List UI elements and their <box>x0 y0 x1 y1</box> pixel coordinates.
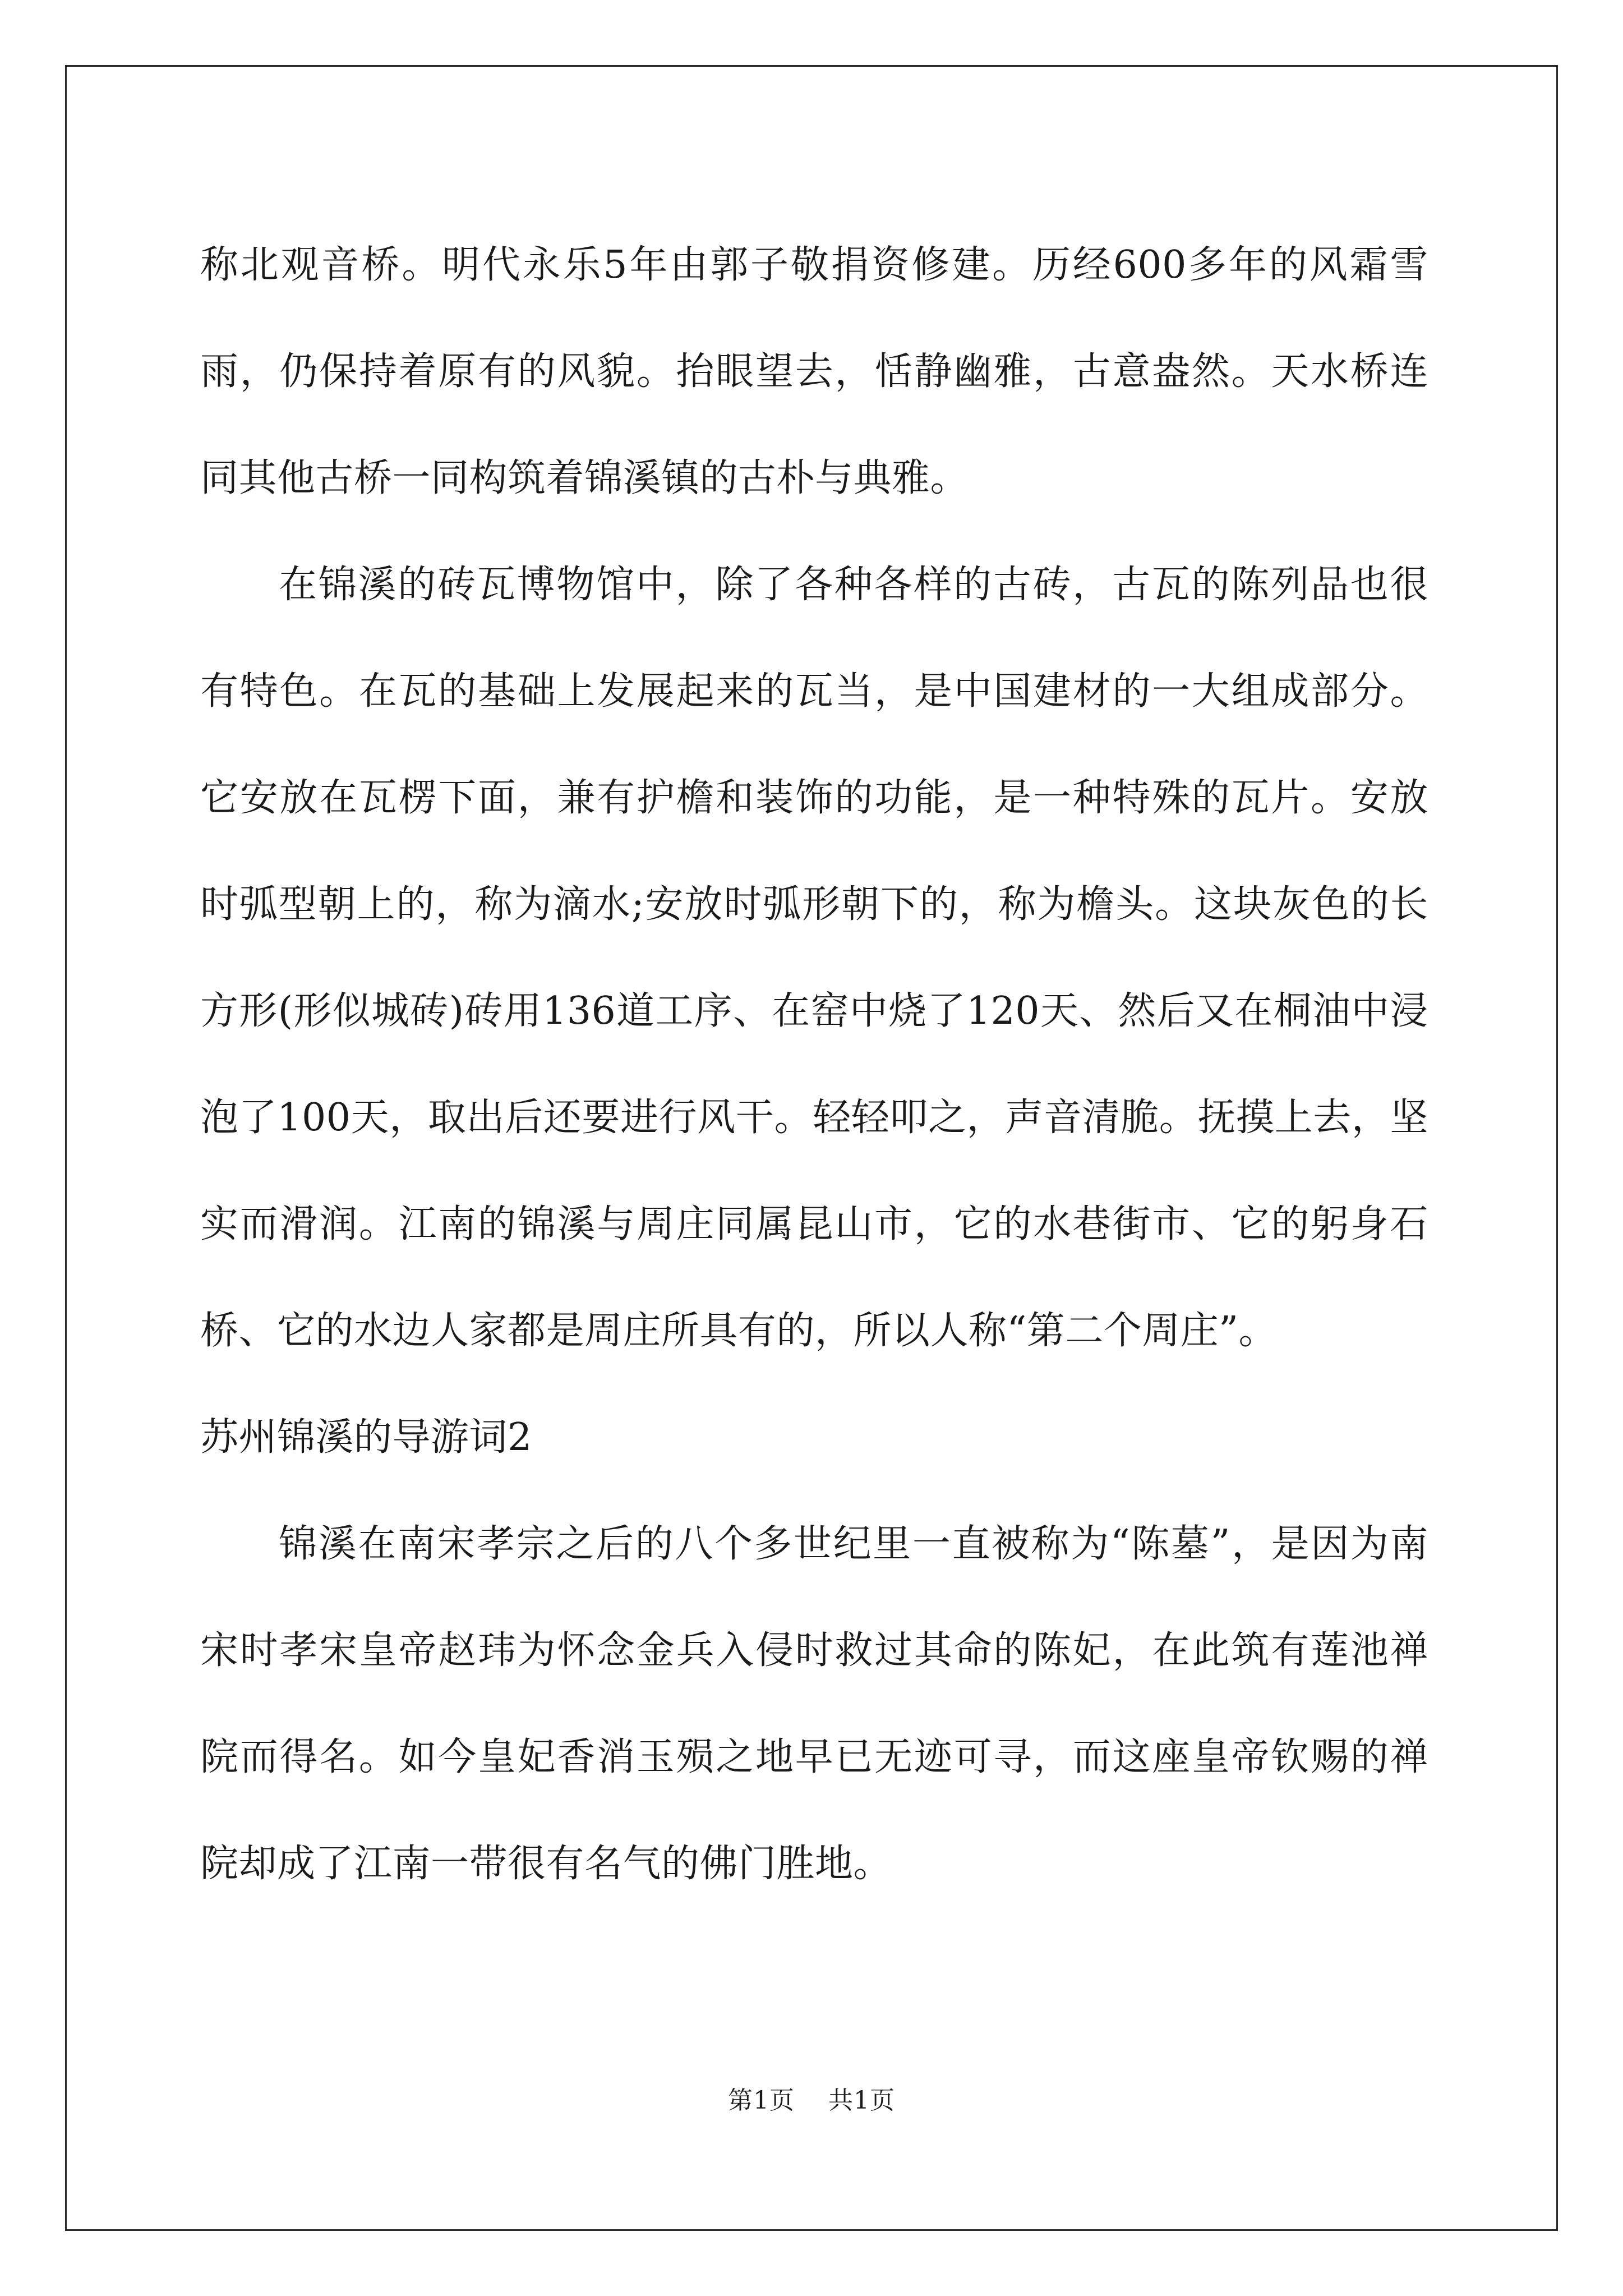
document-body <box>200 212 1428 1917</box>
page-total: 共1页 <box>828 2086 895 2115</box>
page-number: 第1页 <box>728 2086 795 2115</box>
paragraph-3: 锦溪在南宋孝宗之后的八个多世纪里一直被称为“陈墓”，是因为南宋时孝宋皇帝赵玮为怀念金兵入侵时救过其命的陈妃，在此筑有莲池禅院而得名。如今皇妃香消玉殒之地早已无迹可寻，而这座皇帝钦赐的禅院却成了江南一带很有名气的佛门胜地。 <box>200 1522 1428 1886</box>
paragraph-1: 称北观音桥。明代永乐5年由郭子敬捐资修建。历经600多年的风霜雪雨，仍保持着原有的风貌。抬眼望去，恬静幽雅，古意盎然。天水桥连同其他古桥一同构筑着锦溪镇的古朴与典雅。 <box>200 243 1428 500</box>
page-footer <box>0 2080 1623 2116</box>
section-heading: 苏州锦溪的导游词2 <box>200 1415 532 1460</box>
paragraph-2: 在锦溪的砖瓦博物馆中，除了各种各样的古砖，古瓦的陈列品也很有特色。在瓦的基础上发展起来的瓦当，是中国建材的一大组成部分。它安放在瓦楞下面，兼有护檐和装饰的功能，是一种特殊的瓦片。安放时弧型朝上的，称为滴水;安放时弧形朝下的，称为檐头。这块灰色的长方形(形似城砖)砖用136道工序、在窑中烧了120天、然后又在桐油中浸泡了100天，取出后还要进行风干。轻轻叩之，声音清脆。抚摸上去，坚实而滑润。江南的锦溪与周庄同属昆山市，它的水巷街市、它的躬身石桥、它的水边人家都是周庄所具有的，所以人称“第二个周庄”。 <box>200 563 1428 1353</box>
